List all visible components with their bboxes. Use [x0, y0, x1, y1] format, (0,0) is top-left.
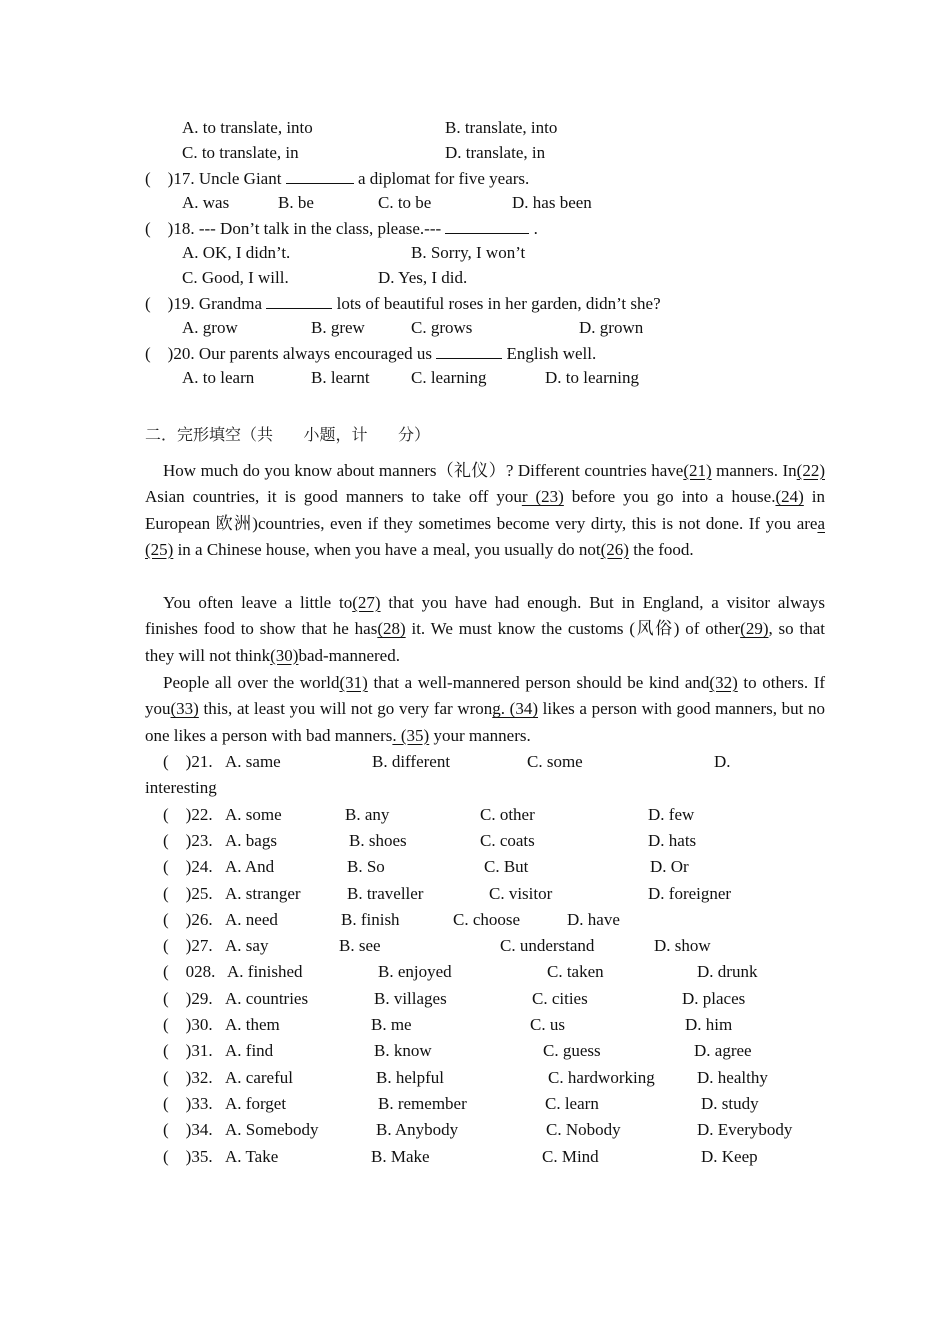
q19-number: ( )19.	[145, 294, 195, 313]
q35-option-d: D. Keep	[701, 1147, 758, 1166]
q19-stem-part2: lots of beautiful roses in her garden, didn’t she?	[336, 294, 661, 313]
q31-option-c: C. guess	[543, 1041, 601, 1060]
q33-option-d: D. study	[701, 1094, 759, 1113]
q21-option-a: A. same	[225, 752, 281, 771]
q34-option-a: A. Somebody	[225, 1120, 319, 1139]
passage-text: this, at least you will not go very far wron	[203, 699, 493, 719]
passage-text: it. We must know the customs (风俗) of other	[411, 619, 741, 639]
q32-option-d: D. healthy	[697, 1068, 768, 1087]
blank-23: r (23)	[521, 487, 564, 507]
blank-31: (31)	[339, 673, 368, 692]
passage-text: Asian countries, it is good manners to take off you	[145, 487, 522, 507]
q18-blank	[445, 217, 529, 234]
passage-text: that a well-mannered person should be kind and	[373, 673, 710, 692]
passage-text: that you have had enough. But in England, a visitor always finishes food to show that he has	[145, 593, 826, 639]
q18-option-d: D. Yes, I did.	[378, 268, 468, 287]
q29-option-d: D. places	[682, 989, 746, 1008]
passage-text: , so that they will not think	[145, 619, 825, 665]
q28-option-c: C. taken	[547, 962, 604, 981]
q30-number: ( )30.	[163, 1015, 213, 1034]
q21-option-d-text: interesting	[145, 778, 217, 797]
q31-number: ( )31.	[163, 1041, 213, 1060]
passage-text: You often leave a little to	[163, 593, 353, 612]
q17-stem-part2: a diplomat for five years.	[357, 169, 530, 188]
q28-option-d: D. drunk	[697, 962, 758, 981]
q22-option-b: B. any	[345, 805, 390, 824]
q28-option-a: A. finished	[227, 962, 303, 981]
q19-option-d: D. grown	[579, 318, 644, 337]
q23-option-c: C. coats	[480, 831, 535, 850]
q27-option-d: D. show	[654, 936, 711, 955]
q18-option-b: B. Sorry, I won’t	[411, 243, 526, 262]
q18-stem	[145, 217, 538, 240]
q24-option-c: C. But	[484, 857, 529, 876]
q32-option-b: B. helpful	[376, 1068, 444, 1087]
blank-21: (21)	[683, 461, 712, 480]
q35-option-b: B. Make	[371, 1147, 430, 1166]
q20-option-a: A. to learn	[182, 368, 255, 387]
q23-option-a: A. bags	[225, 831, 277, 850]
q20-number: ( )20.	[145, 344, 195, 363]
blank-24: (24)	[775, 487, 804, 507]
passage-text: your manners.	[433, 725, 531, 745]
q20-stem-part1: Our parents always encouraged us	[198, 344, 433, 363]
q27-option-c: C. understand	[500, 936, 595, 955]
q28-option-b: B. enjoyed	[378, 962, 452, 981]
q32-option-c: C. hardworking	[548, 1068, 655, 1087]
blank-32: (32)	[709, 673, 738, 692]
blank-30: (30)	[270, 645, 299, 665]
q19-option-a: A. grow	[182, 318, 238, 337]
q17-number: ( )17.	[145, 169, 195, 188]
blank-28: (28)	[377, 619, 406, 639]
passage-text: before you go into a house.	[571, 487, 776, 507]
q19-blank	[266, 292, 332, 309]
q24-option-d: D. Or	[650, 857, 689, 876]
q29-option-c: C. cities	[532, 989, 588, 1008]
q25-option-b: B. traveller	[347, 884, 424, 903]
q31-option-d: D. agree	[694, 1041, 752, 1060]
q22-option-d: D. few	[648, 805, 695, 824]
q26-option-a: A. need	[225, 910, 278, 929]
q24-option-a: A. And	[225, 857, 275, 876]
q20-stem-part2: English well.	[506, 344, 597, 363]
blank-25: a (25)	[145, 513, 825, 559]
q19-option-c: C. grows	[411, 318, 473, 337]
q29-option-a: A. countries	[225, 989, 309, 1008]
blank-22: (22)	[796, 461, 825, 480]
blank-33: (33)	[170, 699, 199, 719]
q29-option-b: B. villages	[374, 989, 447, 1008]
q25-option-c: C. visitor	[489, 884, 553, 903]
q22-option-c: C. other	[480, 805, 535, 824]
q35-option-c: C. Mind	[542, 1147, 599, 1166]
q26-option-c: C. choose	[453, 910, 521, 929]
q29-number: ( )29.	[163, 989, 213, 1008]
q23-option-b: B. shoes	[349, 831, 407, 850]
q17-option-b: B. be	[278, 193, 314, 212]
q31-option-b: B. know	[374, 1041, 432, 1060]
q18-stem-part2: .	[533, 219, 538, 238]
q20-blank	[436, 342, 502, 359]
passage-text: How much do you know about manners（礼仪）? Different countries have	[163, 461, 684, 480]
q20-option-b: B. learnt	[311, 368, 370, 387]
q18-stem-part1: --- Don’t talk in the class, please.---	[198, 219, 442, 238]
q34-option-b: B. Anybody	[376, 1120, 459, 1139]
q25-option-a: A. stranger	[225, 884, 301, 903]
passage-text: the food.	[633, 539, 694, 559]
q17-option-c: C. to be	[378, 193, 432, 212]
q17-option-a: A. was	[182, 193, 230, 212]
q21-option-d: D.	[714, 752, 731, 771]
q23-option-d: D. hats	[648, 831, 697, 850]
q30-option-d: D. him	[685, 1015, 733, 1034]
q33-number: ( )33.	[163, 1094, 213, 1113]
q25-number: ( )25.	[163, 884, 213, 903]
q19-stem	[145, 292, 661, 315]
q19-stem-part1: Grandma	[198, 294, 263, 313]
q26-option-b: B. finish	[341, 910, 400, 929]
q27-option-a: A. say	[225, 936, 269, 955]
passage-paragraph-1	[145, 458, 825, 563]
q16-option-c: C. to translate, in	[182, 143, 299, 162]
q35-option-a: A. Take	[225, 1147, 279, 1166]
q20-option-c: C. learning	[411, 368, 487, 387]
blank-34: g. (34)	[492, 699, 539, 719]
passage-text: People all over the world	[163, 673, 340, 692]
q22-number: ( )22.	[163, 805, 213, 824]
passage-paragraph-3	[145, 670, 825, 749]
passage-text: in a Chinese house, when you have a meal, you usually do not	[177, 539, 601, 559]
q33-option-a: A. forget	[225, 1094, 287, 1113]
q33-option-c: C. learn	[545, 1094, 599, 1113]
passage-text: likes a person with good manners, but no one likes a person with bad manners	[145, 699, 826, 745]
passage-text: in European 欧洲)countries, even if they sometimes become very dirty, this is not done. If you are	[145, 487, 825, 533]
q30-option-b: B. me	[371, 1015, 412, 1034]
q26-option-d: D. have	[567, 910, 620, 929]
q21-option-c: C. some	[527, 752, 583, 771]
q28-number: ( 028.	[163, 962, 216, 981]
blank-35: . (35)	[392, 725, 430, 745]
q30-option-a: A. them	[225, 1015, 280, 1034]
passage-text: manners. In	[716, 461, 797, 480]
passage-text: to others. If you	[145, 673, 826, 719]
q27-number: ( )27.	[163, 936, 213, 955]
q34-option-d: D. Everybody	[697, 1120, 793, 1139]
q32-number: ( )32.	[163, 1068, 213, 1087]
q34-number: ( )34.	[163, 1120, 213, 1139]
q32-option-a: A. careful	[225, 1068, 293, 1087]
section2-title: 二．完形填空（共 小题，计 分）	[145, 425, 431, 444]
q33-option-b: B. remember	[378, 1094, 467, 1113]
q22-option-a: A. some	[225, 805, 282, 824]
q35-number: ( )35.	[163, 1147, 213, 1166]
q30-option-c: C. us	[530, 1015, 565, 1034]
blank-29: (29)	[740, 619, 769, 639]
q24-option-b: B. So	[347, 857, 385, 876]
blank-27: (27)	[352, 593, 381, 612]
q34-option-c: C. Nobody	[546, 1120, 621, 1139]
q24-number: ( )24.	[163, 857, 213, 876]
q18-option-c: C. Good, I will.	[182, 268, 289, 287]
q21-number: ( )21.	[163, 752, 213, 771]
q18-option-a: A. OK, I didn’t.	[182, 243, 291, 262]
q18-number: ( )18.	[145, 219, 195, 238]
q31-option-a: A. find	[225, 1041, 274, 1060]
q17-option-d: D. has been	[512, 193, 592, 212]
q20-stem	[145, 342, 596, 365]
q20-option-d: D. to learning	[545, 368, 639, 387]
blank-26: (26)	[600, 539, 629, 559]
q25-option-d: D. foreigner	[648, 884, 732, 903]
q17-blank	[286, 167, 354, 184]
q21-option-b: B. different	[372, 752, 451, 771]
q27-option-b: B. see	[339, 936, 381, 955]
q16-option-b: B. translate, into	[445, 118, 558, 137]
passage-paragraph-2	[145, 590, 825, 669]
q16-option-a: A. to translate, into	[182, 118, 313, 137]
q26-number: ( )26.	[163, 910, 213, 929]
q19-option-b: B. grew	[311, 318, 365, 337]
q23-number: ( )23.	[163, 831, 213, 850]
q17-stem	[145, 167, 529, 190]
q17-stem-part1: Uncle Giant	[198, 169, 282, 188]
passage-text: bad-mannered.	[298, 645, 400, 665]
q16-option-d: D. translate, in	[445, 143, 546, 162]
